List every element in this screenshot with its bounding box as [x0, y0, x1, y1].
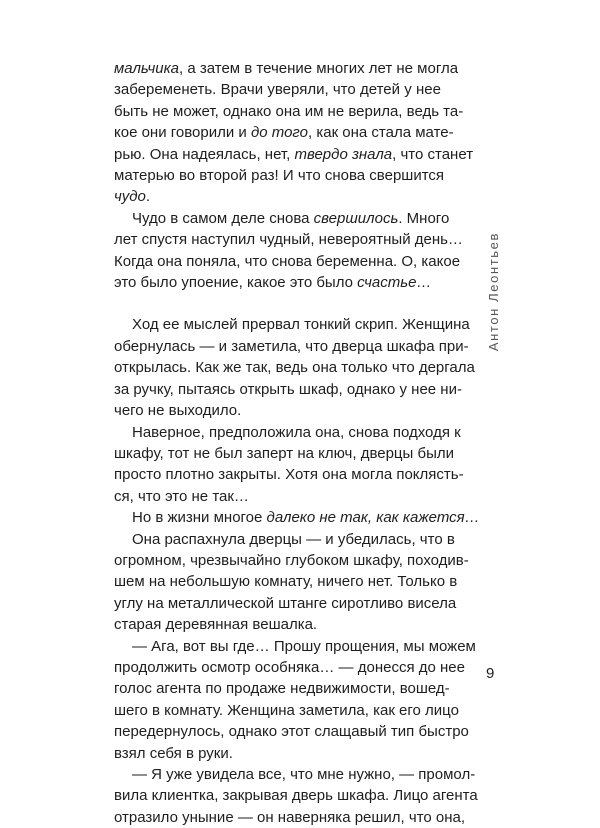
text-run: рью. Она надеялась, нет,	[114, 145, 295, 163]
italic-phrase: до того	[250, 124, 308, 142]
text-line: шкафу, тот не был заперт на ключ, дверцы были	[114, 444, 454, 462]
text-line: вила клиентка, закрывая дверь шкафа. Лицо агента	[114, 787, 478, 805]
text-line: матерью во второй раз! И что снова свершится	[114, 167, 445, 185]
paragraph-8	[114, 764, 478, 828]
text-line: взял себя в руки.	[114, 744, 233, 762]
text-line: старая деревянная вешалка.	[114, 616, 318, 634]
text-line: — Я уже увидела все, что мне нужно, — промол-	[132, 766, 476, 783]
text-line: за ручку, пытаясь открыть шкаф, однако у нее ни-	[114, 380, 462, 398]
text-run: . Много	[398, 209, 450, 227]
text-run: , а затем в течение многих лет не могла	[179, 60, 459, 77]
text-run: Чудо в самом деле снова	[132, 209, 314, 227]
paragraph-2	[114, 208, 463, 294]
italic-phrase: счастье…	[357, 274, 432, 292]
text-line: шего в комнату. Женщина заметила, как его лицо	[114, 701, 459, 719]
text-line: просто плотно закрыты. Хотя она могла поклясть-	[114, 466, 464, 484]
text-line: обернулась — и заметила, что дверца шкафа при-	[114, 337, 469, 355]
paragraph-4	[114, 422, 464, 508]
italic-phrase: далеко не так, как кажется…	[266, 509, 480, 527]
text-line: передернулось, однако этот слащавый тип быстро	[114, 723, 469, 741]
text-line	[114, 144, 474, 165]
text-line: продолжить осмотр особняка… — донесся до нее	[114, 658, 465, 676]
text-line: — Ага, вот вы где… Прошу прощения, мы можем	[132, 637, 476, 655]
text-run: Но в жизни многое	[132, 509, 267, 527]
text-run: это было упоение, какое это было	[114, 274, 358, 292]
text-line	[114, 208, 450, 229]
paragraph-1	[114, 58, 474, 208]
paragraph-3	[114, 314, 475, 421]
text-line: шем на небольшую комнату, ничего нет. Только в	[114, 573, 458, 591]
text-run: , как она стала мате-	[308, 124, 454, 142]
text-line	[114, 272, 441, 293]
text-line	[114, 186, 441, 207]
italic-phrase: твердо знала	[294, 145, 393, 163]
text-line: открылась. Как же так, ведь она только что дергала	[114, 359, 475, 377]
text-line: лет спустя наступил чудный, невероятный день…	[114, 231, 463, 249]
text-line: чего не выходило.	[114, 402, 242, 420]
body-text	[114, 58, 480, 828]
text-line: углу на металлической штанге сиротливо висела	[114, 594, 457, 612]
text-line	[114, 58, 459, 79]
text-line	[114, 507, 480, 528]
running-head-author: Антон Леонтьев	[486, 232, 501, 352]
text-line: Наверное, предположила она, снова подходя к	[132, 423, 461, 441]
italic-phrase: чудо	[114, 188, 146, 206]
text-line: быть не может, однако она им не верила, ведь та-	[114, 102, 464, 120]
text-line: забеременеть. Врачи уверяли, что детей у нее	[114, 81, 441, 99]
paragraph-6	[114, 529, 469, 636]
page-number: 9	[486, 665, 495, 682]
text-line	[114, 122, 454, 143]
text-line: Ход ее мыслей прервал тонкий скрип. Женщина	[132, 316, 470, 334]
text-line: голос агента по продаже недвижимости, вошед-	[114, 680, 450, 698]
italic-phrase: мальчика	[114, 60, 180, 77]
paragraph-7	[114, 636, 476, 764]
paragraph-5	[114, 507, 480, 528]
text-line: ся, что это не так…	[114, 487, 249, 505]
text-run: , что станет	[392, 145, 474, 163]
section-break	[114, 293, 441, 314]
text-run: .	[145, 188, 151, 206]
text-line: Она распахнула дверцы — и убедилась, что в	[132, 530, 455, 548]
text-line: огромном, чрезвычайно глубоком шкафу, походив-	[114, 551, 469, 569]
text-line: отразило уныние — он наверняка решил, что она,	[114, 808, 466, 826]
text-line: Когда она поняла, что снова беременна. О, какое	[114, 252, 461, 270]
text-run: кое они говорили и	[114, 124, 251, 142]
italic-phrase: свершилось	[313, 209, 399, 227]
